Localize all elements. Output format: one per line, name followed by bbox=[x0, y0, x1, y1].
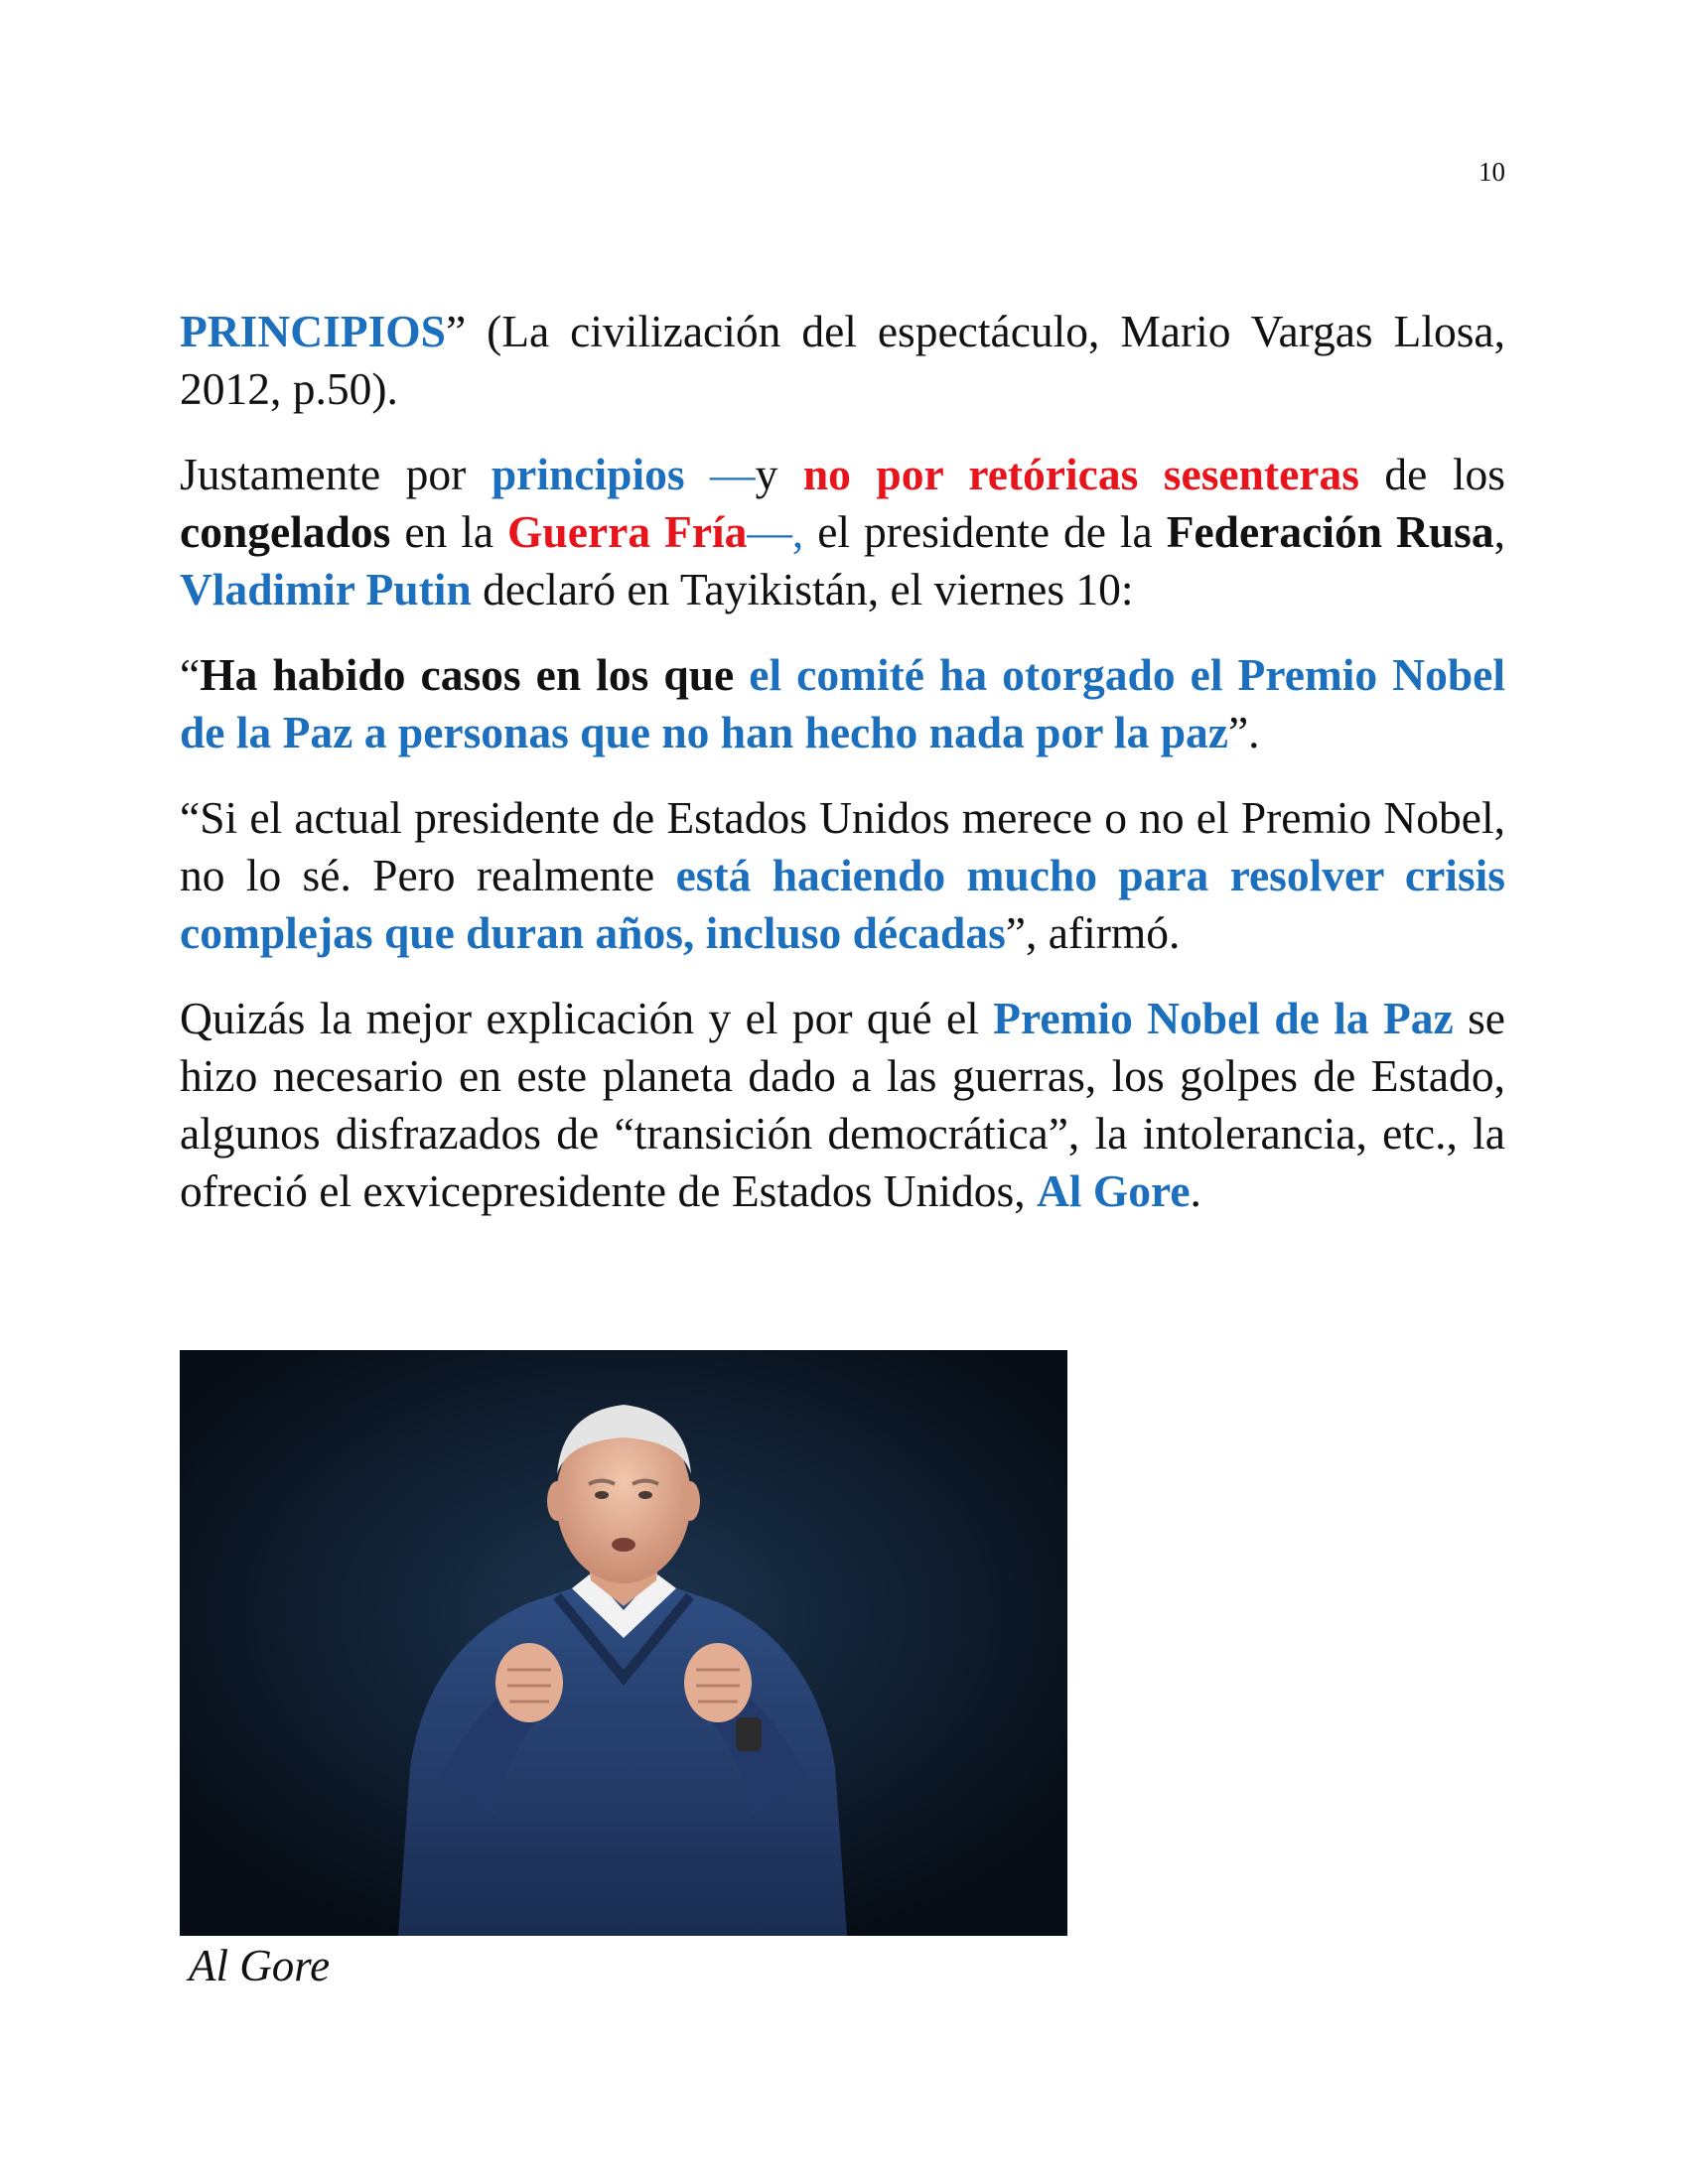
citation-text: ” (La civilización del espectáculo, Mario Vargas Llosa, 2012, p.50). bbox=[180, 306, 1505, 414]
highlight-comite: el comité ha otorgado el Premio Nobel de la Paz bbox=[180, 649, 1505, 757]
text-span: y bbox=[755, 449, 803, 499]
text-span: . bbox=[1190, 1165, 1201, 1216]
photo-illustration bbox=[180, 1350, 1067, 1936]
paragraph-trump-quote bbox=[180, 789, 1505, 962]
bold-quote-start: Ha habido casos en los que bbox=[200, 649, 750, 700]
paragraph-putin-intro bbox=[180, 446, 1505, 618]
text-span: Quizás la mejor explicación y el por qué el bbox=[180, 993, 994, 1043]
page-number: 10 bbox=[1478, 157, 1505, 187]
open-quote: “ bbox=[180, 649, 201, 700]
highlight-guerra-fria: Guerra Fría bbox=[507, 506, 748, 557]
al-gore-photo bbox=[180, 1350, 1067, 1936]
photo-caption: Al Gore bbox=[189, 1941, 331, 1990]
dash-blue: — bbox=[684, 449, 756, 499]
dash-blue: —, bbox=[747, 506, 804, 557]
paragraph-putin-quote bbox=[180, 646, 1505, 761]
text-span: en la bbox=[390, 506, 508, 557]
paragraph-citation bbox=[180, 303, 1505, 418]
text-span: declaró en Tayikistán, el viernes 10: bbox=[471, 564, 1134, 614]
text-span: de los bbox=[1358, 449, 1505, 499]
close-quote: ”. bbox=[1227, 707, 1260, 757]
text-span: , bbox=[1493, 506, 1505, 557]
highlight-crisis: está haciendo mucho para resolver crisis complejas que duran años, incluso décadas bbox=[180, 850, 1505, 958]
highlight-principios-lower: principios bbox=[491, 449, 685, 499]
highlight-retoricas: no por retóricas sesenteras bbox=[802, 449, 1359, 499]
paragraph-al-gore bbox=[180, 990, 1505, 1220]
highlight-principios: PRINCIPIOS bbox=[180, 306, 446, 356]
bold-federacion-rusa: Federación Rusa bbox=[1166, 506, 1494, 557]
bold-congelados: congelados bbox=[180, 506, 391, 557]
document-body bbox=[180, 303, 1505, 1248]
highlight-vladimir-putin: Vladimir Putin bbox=[180, 564, 472, 614]
highlight-al-gore: Al Gore bbox=[1036, 1165, 1191, 1216]
highlight-personas: a personas que no han hecho nada por la paz bbox=[352, 707, 1228, 757]
text-span: “Si el actual presidente de Estados Unidos merece o no el Premio Nobel, no lo sé. Pero realmente bbox=[180, 792, 1505, 900]
text-span: el presidente de la bbox=[803, 506, 1167, 557]
text-span: se hizo necesario en este planeta dado a las guerras, los golpes de Estado, algunos disfrazados de “transición democrática”, la intolerancia, etc., la ofreció el exvicepresidente de Estados Unidos, bbox=[180, 993, 1505, 1216]
text-span: Justamente por bbox=[180, 449, 492, 499]
text-span: ”, afirmó. bbox=[1005, 907, 1181, 958]
highlight-premio-nobel: Premio Nobel de la Paz bbox=[993, 993, 1454, 1043]
